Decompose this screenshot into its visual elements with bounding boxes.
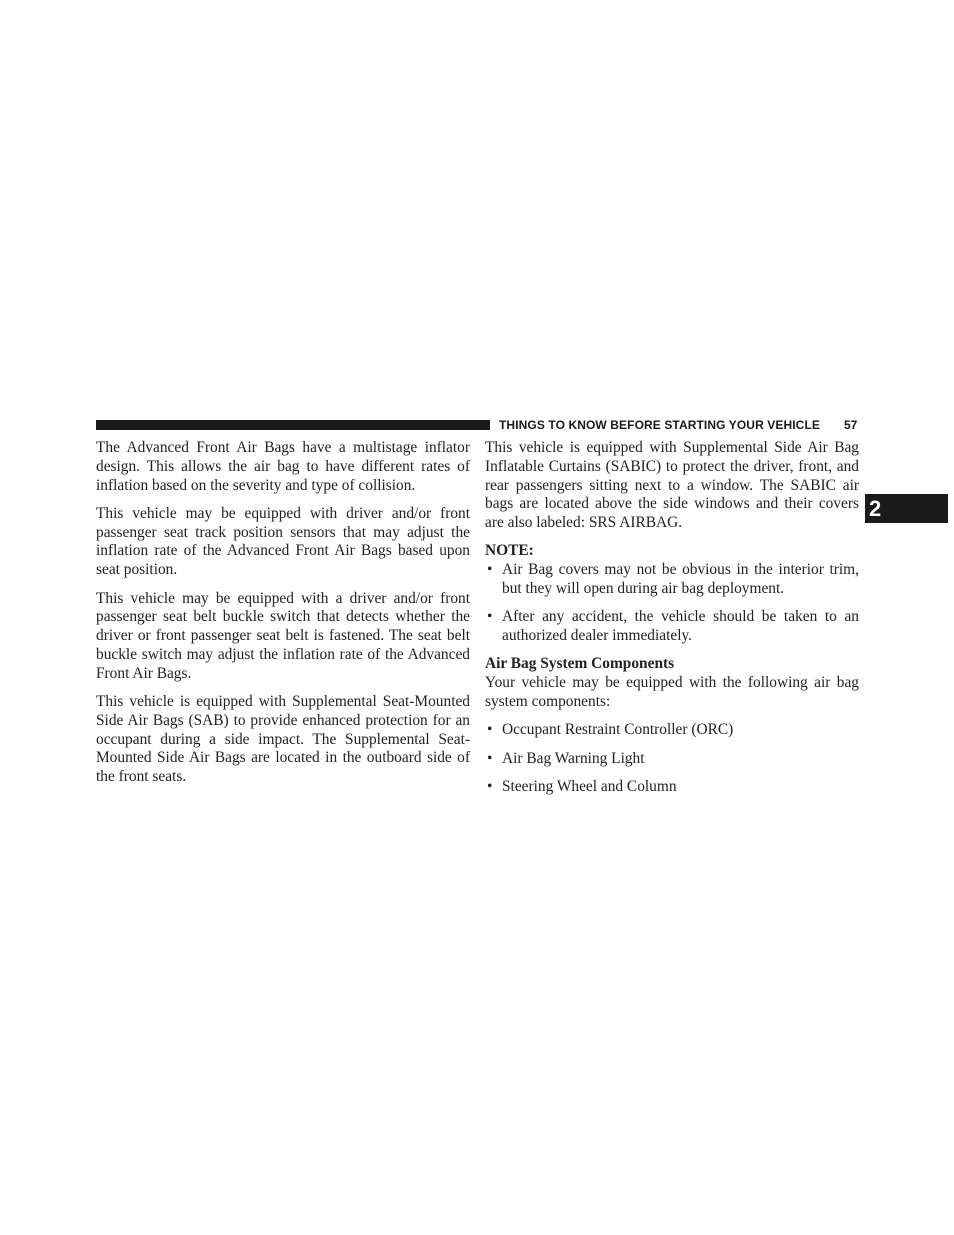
paragraph: This vehicle may be equipped with driver and/or front passenger seat track position sensors that may adjust the inflation rate of the Advanced Front Air Bags based upon seat position. xyxy=(96,504,470,579)
paragraph: The Advanced Front Air Bags have a multistage inflator design. This allows the air bag to have different rates of inflation based on the severity and type of collision. xyxy=(96,439,470,494)
note-label: NOTE: xyxy=(485,542,534,560)
sabic-paragraph: This vehicle is equipped with Supplemental Side Air Bag Inflatable Curtains (SABIC) to protect the driver, front, and rear passengers sitting next to a window. The SABIC air bags are located above the side windows and their covers are also labeled: SRS AIRBAG. xyxy=(485,439,859,532)
right-column xyxy=(485,439,859,806)
left-column xyxy=(96,439,470,797)
header-rule xyxy=(96,420,490,430)
running-header: THINGS TO KNOW BEFORE STARTING YOUR VEHICLE xyxy=(499,418,820,432)
list-item: • Occupant Restraint Controller (ORC) xyxy=(485,721,859,740)
section-intro: Your vehicle may be equipped with the following air bag system components: xyxy=(485,674,859,711)
paragraph: This vehicle may be equipped with a driver and/or front passenger seat belt buckle switch that detects whether the driver or front passenger seat belt is fastened. The seat belt buckle switch may adjust the inflation rate of the Advanced Front Air Bags. xyxy=(96,589,470,682)
list-item: • Air Bag Warning Light xyxy=(485,750,859,769)
components-list xyxy=(485,721,859,796)
list-item: • Air Bag covers may not be obvious in the interior trim, but they will open during air bag deployment. xyxy=(485,561,859,599)
note-list xyxy=(485,561,859,646)
section-heading: Air Bag System Components xyxy=(485,655,675,673)
chapter-tab: 2 xyxy=(865,494,948,523)
list-item: • Steering Wheel and Column xyxy=(485,778,859,797)
list-item: • After any accident, the vehicle should be taken to an authorized dealer immediately. xyxy=(485,608,859,646)
paragraph: This vehicle is equipped with Supplemental Seat-Mounted Side Air Bags (SAB) to provide enhanced protection for an occupant during a side impact. The Supplemental Seat-Mounted Side Air Bags are located in the outboard side of the front seats. xyxy=(96,693,470,786)
page-number: 57 xyxy=(844,418,858,432)
